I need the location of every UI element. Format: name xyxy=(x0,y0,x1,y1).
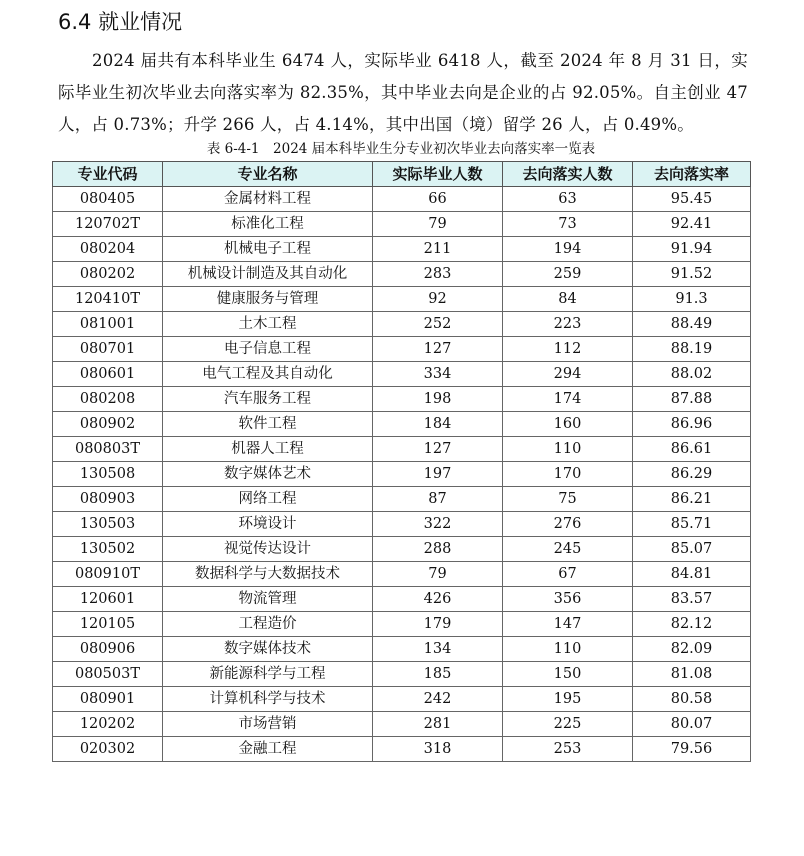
placement-rate: 88.02 xyxy=(633,362,751,387)
placed-count: 356 xyxy=(503,587,633,612)
placed-count: 195 xyxy=(503,687,633,712)
actual-graduates: 211 xyxy=(373,237,503,262)
placed-count: 84 xyxy=(503,287,633,312)
placed-count: 253 xyxy=(503,737,633,762)
major-code: 080902 xyxy=(53,412,163,437)
table-row xyxy=(53,187,751,212)
placement-rate: 80.58 xyxy=(633,687,751,712)
actual-graduates: 92 xyxy=(373,287,503,312)
placed-count: 174 xyxy=(503,387,633,412)
col-header-name: 专业名称 xyxy=(163,162,373,187)
actual-graduates: 283 xyxy=(373,262,503,287)
major-name: 金属材料工程 xyxy=(163,187,373,212)
employment-rate-table xyxy=(52,161,751,762)
table-body xyxy=(53,187,751,762)
placement-rate: 87.88 xyxy=(633,387,751,412)
table-caption: 表 6-4-1 2024 届本科毕业生分专业初次毕业去向落实率一览表 xyxy=(206,141,596,157)
major-name: 物流管理 xyxy=(163,587,373,612)
placement-rate: 79.56 xyxy=(633,737,751,762)
actual-graduates: 185 xyxy=(373,662,503,687)
major-code: 120702T xyxy=(53,212,163,237)
actual-graduates: 242 xyxy=(373,687,503,712)
placed-count: 276 xyxy=(503,512,633,537)
major-code: 120410T xyxy=(53,287,163,312)
placement-rate: 85.71 xyxy=(633,512,751,537)
placed-count: 150 xyxy=(503,662,633,687)
major-code: 080503T xyxy=(53,662,163,687)
table-row xyxy=(53,537,751,562)
major-name: 土木工程 xyxy=(163,312,373,337)
major-code: 120202 xyxy=(53,712,163,737)
placement-rate: 91.52 xyxy=(633,262,751,287)
actual-graduates: 281 xyxy=(373,712,503,737)
major-name: 数据科学与大数据技术 xyxy=(163,562,373,587)
placement-rate: 91.94 xyxy=(633,237,751,262)
major-name: 机械设计制造及其自动化 xyxy=(163,262,373,287)
placement-rate: 92.41 xyxy=(633,212,751,237)
actual-graduates: 134 xyxy=(373,637,503,662)
actual-graduates: 318 xyxy=(373,737,503,762)
major-name: 健康服务与管理 xyxy=(163,287,373,312)
placed-count: 110 xyxy=(503,637,633,662)
placed-count: 67 xyxy=(503,562,633,587)
actual-graduates: 79 xyxy=(373,562,503,587)
actual-graduates: 66 xyxy=(373,187,503,212)
major-code: 080903 xyxy=(53,487,163,512)
table-row xyxy=(53,262,751,287)
actual-graduates: 198 xyxy=(373,387,503,412)
placed-count: 112 xyxy=(503,337,633,362)
placement-rate: 83.57 xyxy=(633,587,751,612)
actual-graduates: 426 xyxy=(373,587,503,612)
placed-count: 75 xyxy=(503,487,633,512)
major-name: 计算机科学与技术 xyxy=(163,687,373,712)
placement-rate: 81.08 xyxy=(633,662,751,687)
actual-graduates: 197 xyxy=(373,462,503,487)
major-code: 130508 xyxy=(53,462,163,487)
major-name: 金融工程 xyxy=(163,737,373,762)
major-code: 080901 xyxy=(53,687,163,712)
major-code: 130503 xyxy=(53,512,163,537)
table-row xyxy=(53,487,751,512)
table-row xyxy=(53,662,751,687)
col-header-placed: 去向落实人数 xyxy=(503,162,633,187)
major-code: 081001 xyxy=(53,312,163,337)
actual-graduates: 79 xyxy=(373,212,503,237)
major-name: 工程造价 xyxy=(163,612,373,637)
placement-rate: 95.45 xyxy=(633,187,751,212)
major-name: 电气工程及其自动化 xyxy=(163,362,373,387)
major-code: 080202 xyxy=(53,262,163,287)
actual-graduates: 252 xyxy=(373,312,503,337)
col-header-graduates: 实际毕业人数 xyxy=(373,162,503,187)
actual-graduates: 127 xyxy=(373,437,503,462)
major-code: 120105 xyxy=(53,612,163,637)
table-row xyxy=(53,312,751,337)
table-row xyxy=(53,512,751,537)
major-name: 数字媒体技术 xyxy=(163,637,373,662)
placement-rate: 88.49 xyxy=(633,312,751,337)
placed-count: 63 xyxy=(503,187,633,212)
actual-graduates: 87 xyxy=(373,487,503,512)
table-header xyxy=(53,162,751,187)
actual-graduates: 184 xyxy=(373,412,503,437)
table-row xyxy=(53,737,751,762)
col-header-rate: 去向落实率 xyxy=(633,162,751,187)
table-row xyxy=(53,562,751,587)
major-name: 数字媒体艺术 xyxy=(163,462,373,487)
major-name: 市场营销 xyxy=(163,712,373,737)
major-name: 机械电子工程 xyxy=(163,237,373,262)
actual-graduates: 288 xyxy=(373,537,503,562)
section-heading: 6.4 就业情况 xyxy=(58,10,183,34)
table-row xyxy=(53,712,751,737)
placement-rate: 86.29 xyxy=(633,462,751,487)
placement-rate: 91.3 xyxy=(633,287,751,312)
placement-rate: 86.21 xyxy=(633,487,751,512)
placed-count: 170 xyxy=(503,462,633,487)
placed-count: 294 xyxy=(503,362,633,387)
placement-rate: 88.19 xyxy=(633,337,751,362)
placed-count: 259 xyxy=(503,262,633,287)
major-name: 环境设计 xyxy=(163,512,373,537)
major-name: 汽车服务工程 xyxy=(163,387,373,412)
actual-graduates: 179 xyxy=(373,612,503,637)
major-code: 080405 xyxy=(53,187,163,212)
actual-graduates: 334 xyxy=(373,362,503,387)
actual-graduates: 127 xyxy=(373,337,503,362)
placed-count: 73 xyxy=(503,212,633,237)
major-code: 130502 xyxy=(53,537,163,562)
major-code: 020302 xyxy=(53,737,163,762)
table-row xyxy=(53,237,751,262)
actual-graduates: 322 xyxy=(373,512,503,537)
major-code: 080803T xyxy=(53,437,163,462)
placed-count: 160 xyxy=(503,412,633,437)
major-name: 电子信息工程 xyxy=(163,337,373,362)
major-code: 080701 xyxy=(53,337,163,362)
table-row xyxy=(53,362,751,387)
placed-count: 194 xyxy=(503,237,633,262)
table-row xyxy=(53,212,751,237)
placement-rate: 82.09 xyxy=(633,637,751,662)
placement-rate: 86.61 xyxy=(633,437,751,462)
major-name: 新能源科学与工程 xyxy=(163,662,373,687)
major-code: 080910T xyxy=(53,562,163,587)
major-name: 视觉传达设计 xyxy=(163,537,373,562)
major-code: 080204 xyxy=(53,237,163,262)
header-row xyxy=(53,162,751,187)
table-row xyxy=(53,287,751,312)
major-name: 机器人工程 xyxy=(163,437,373,462)
table-row xyxy=(53,412,751,437)
major-code: 080906 xyxy=(53,637,163,662)
table-row xyxy=(53,637,751,662)
table-row xyxy=(53,462,751,487)
placement-rate: 82.12 xyxy=(633,612,751,637)
col-header-code: 专业代码 xyxy=(53,162,163,187)
major-name: 网络工程 xyxy=(163,487,373,512)
major-code: 080208 xyxy=(53,387,163,412)
table-row xyxy=(53,587,751,612)
table-row xyxy=(53,612,751,637)
table-row xyxy=(53,337,751,362)
summary-paragraph: 2024 届共有本科毕业生 6474 人，实际毕业 6418 人，截至 2024 年 8 月 31 日，实际毕业生初次毕业去向落实率为 82.35%，其中毕业去向是企业的占 92.05%。自主创业 47 人，占 0.73%；升学 266 人，占 4.14%，其中出国（境）留学 26 人，占 0.49%。 xyxy=(58,51,748,134)
placement-rate: 80.07 xyxy=(633,712,751,737)
major-code: 080601 xyxy=(53,362,163,387)
placement-rate: 85.07 xyxy=(633,537,751,562)
placed-count: 223 xyxy=(503,312,633,337)
table-row xyxy=(53,387,751,412)
major-name: 标准化工程 xyxy=(163,212,373,237)
placed-count: 110 xyxy=(503,437,633,462)
table-row xyxy=(53,437,751,462)
placed-count: 245 xyxy=(503,537,633,562)
placed-count: 225 xyxy=(503,712,633,737)
major-code: 120601 xyxy=(53,587,163,612)
table-row xyxy=(53,687,751,712)
placement-rate: 84.81 xyxy=(633,562,751,587)
placed-count: 147 xyxy=(503,612,633,637)
placement-rate: 86.96 xyxy=(633,412,751,437)
major-name: 软件工程 xyxy=(163,412,373,437)
